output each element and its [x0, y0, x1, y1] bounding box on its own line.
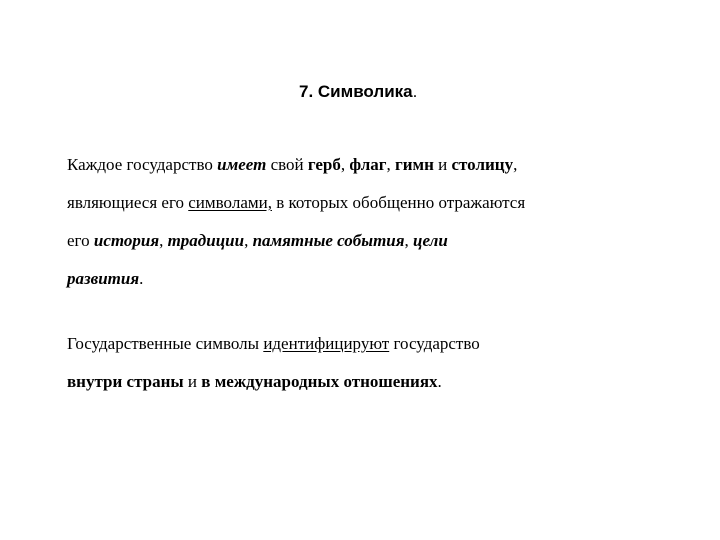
- paragraph1-line2: [67, 184, 667, 222]
- text-symbols-underlined: символами,: [188, 193, 272, 212]
- text-development: развития: [67, 269, 140, 288]
- text-segment: и: [433, 155, 452, 174]
- text-segment: являющиеся его: [67, 193, 189, 212]
- text-segment: ,: [386, 155, 395, 174]
- text-segment: ,: [244, 231, 253, 250]
- paragraph1-line1: [67, 146, 667, 184]
- text-segment: свой: [266, 155, 308, 174]
- slide-title: [299, 80, 417, 104]
- title-period: .: [412, 82, 418, 101]
- paragraph-symbols-identify: [67, 325, 667, 401]
- text-inside-country: внутри страны: [67, 372, 184, 391]
- text-goals: цели: [413, 231, 448, 250]
- text-segment: в которых обобщенно отражаются: [271, 193, 526, 212]
- paragraph2-line2: [67, 363, 667, 401]
- text-segment: .: [139, 269, 145, 288]
- text-international-relations: в международных отношениях: [201, 372, 438, 391]
- text-segment: и: [183, 372, 202, 391]
- text-segment: Государственные символы: [67, 334, 264, 353]
- text-memorable-events: памятные события: [252, 231, 405, 250]
- text-segment: ,: [513, 155, 518, 174]
- text-capital: столицу: [451, 155, 514, 174]
- text-anthem: гимн: [395, 155, 434, 174]
- paragraph1-line3: [67, 222, 667, 260]
- text-history: история: [93, 231, 160, 250]
- text-segment: .: [437, 372, 442, 391]
- text-has: имеет: [217, 155, 267, 174]
- paragraph2-line1: [67, 325, 667, 363]
- text-segment: Каждое государство: [67, 155, 218, 174]
- text-segment: его: [67, 231, 94, 250]
- text-identify-underlined: идентифицируют: [263, 334, 390, 353]
- text-traditions: традиции: [167, 231, 245, 250]
- text-segment: ,: [159, 231, 168, 250]
- text-coat-of-arms: герб: [307, 155, 341, 174]
- text-segment: государство: [389, 334, 480, 353]
- paragraph-state-symbols: [67, 146, 667, 298]
- text-segment: ,: [340, 155, 350, 174]
- text-flag: флаг: [349, 155, 387, 174]
- paragraph1-line4: [67, 260, 667, 298]
- title-text: 7. Символика: [299, 82, 413, 101]
- text-segment: ,: [404, 231, 414, 250]
